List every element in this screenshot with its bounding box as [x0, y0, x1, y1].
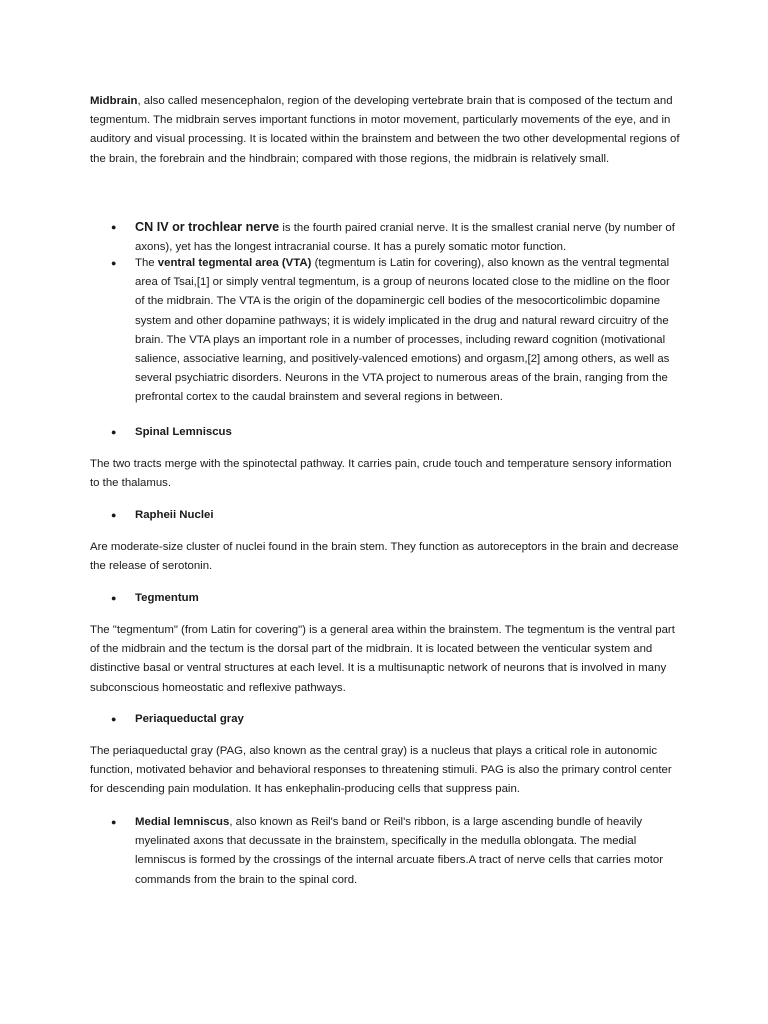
bullet-icon: ●: [111, 427, 117, 437]
bullet-icon: ●: [111, 222, 117, 232]
bullet-icon: ●: [111, 714, 117, 724]
list-item-raphe: [90, 506, 680, 525]
pag-paragraph: [90, 742, 680, 800]
spinal-text: The two tracts merge with the spinotectal pathway. It carries pain, crude touch and temperature sensory information to the thalamus.: [90, 458, 672, 490]
spinal-lemniscus-term: Spinal Lemniscus: [135, 426, 232, 438]
list-item-medial-lemniscus: [90, 813, 680, 890]
medial-text: , also known as Reil's band or Reil's ribbon, is a large ascending bundle of heavily myelinated axons that decussate in the brainstem, specifically in the medulla oblongata. The medial lemniscus is formed by the crossings of the internal arcuate fibers.A tract of nerve cells that carries motor commands from the brain to the spinal cord.: [135, 816, 663, 886]
pag-text: The periaqueductal gray (PAG, also known as the central gray) is a nucleus that plays a critical role in autonomic function, motivated behavior and behavioral responses to threatening stimuli. PAG is also the primary control center for descending pain modulation. It has enkephalin-producing cells that suppress pain.: [90, 745, 672, 796]
medial-term: Medial lemniscus: [135, 816, 230, 828]
list-item-tegmentum: [90, 589, 680, 608]
vta-prefix: The: [135, 257, 158, 269]
list-item-pag: [90, 710, 680, 729]
bullet-icon: ●: [111, 593, 117, 603]
tegmentum-heading: Tegmentum: [135, 592, 199, 604]
tegmentum-text: The "tegmentum" (from Latin for covering") is a general area within the brainstem. The tegmentum is the ventral part of the midbrain and the tectum is the dorsal part of the midbrain. It is located between the venticular system and distinctive basal or ventral structures at each level. It is a multisunaptic network of neurons that is involved in many subconscious homeostatic and reflexive pathways.: [90, 624, 675, 694]
midbrain-paragraph: [90, 92, 680, 169]
spinal-paragraph: [90, 455, 680, 493]
trochlear-text: is the fourth paired cranial nerve. It is the smallest cranial nerve (by number of axons), yet has the longest intracranial course. It has a purely somatic motor function.: [135, 222, 675, 254]
list-item-spinal-lemniscus: [90, 423, 680, 442]
tegmentum-paragraph: [90, 621, 680, 698]
midbrain-text: , also called mesencephalon, region of the developing vertebrate brain that is composed of the tectum and tegmentum. The midbrain serves important functions in motor movement, particularly movements of the eye, and in auditory and visual processing. It is located within the brainstem and between the two other developmental regions of the brain, the forebrain and the hindbrain; compared with those regions, the midbrain is relatively small.: [90, 95, 680, 165]
midbrain-term: Midbrain: [90, 95, 138, 107]
bullet-icon: ●: [111, 817, 117, 827]
pag-heading: Periaqueductal gray: [135, 713, 244, 725]
vta-text: (tegmentum is Latin for covering), also known as the ventral tegmental area of Tsai,[1] or simply ventral tegmentum, is a group of neurons located close to the midline on the floor of the midbrain. The VTA is the origin of the dopaminergic cell bodies of the mesocorticolimbic dopamine system and other dopamine pathways; it is widely implicated in the drug and natural reward circuitry of the brain. The VTA plays an important role in a number of processes, including reward cognition (motivational salience, associative learning, and positively-valenced emotions) and orgasm,[2] among others, as well as several psychiatric disorders. Neurons in the VTA project to numerous areas of the brain, ranging from the prefrontal cortex to the caudal brainstem and several regions in between.: [135, 257, 670, 404]
list-item-trochlear: [90, 218, 680, 257]
raphe-paragraph: [90, 538, 680, 576]
bullet-icon: ●: [111, 258, 117, 268]
raphe-text: Are moderate-size cluster of nuclei found in the brain stem. They function as autoreceptors in the brain and decrease the release of serotonin.: [90, 541, 679, 573]
bullet-icon: ●: [111, 510, 117, 520]
trochlear-term: CN IV or trochlear nerve: [135, 220, 280, 234]
list-item-vta: [90, 254, 680, 408]
vta-term: ventral tegmental area (VTA): [157, 257, 312, 269]
raphe-heading: Rapheii Nuclei: [135, 509, 214, 521]
